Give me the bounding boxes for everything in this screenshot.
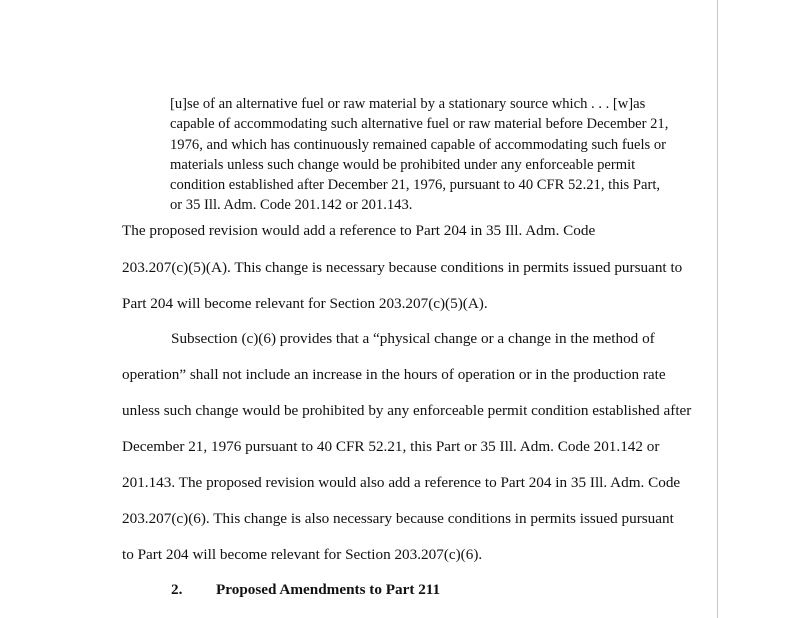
quote-line: capable of accommodating such alternative fuel or raw material before December 21, <box>170 116 669 133</box>
block-quote <box>170 94 715 216</box>
body-text-line: operation” shall not include an increase in the hours of operation or in the production rate <box>122 366 666 383</box>
section-number: 2. <box>171 581 183 598</box>
body-text-line: to Part 204 will become relevant for Section 203.207(c)(6). <box>122 546 483 563</box>
body-text-line: Subsection (c)(6) provides that a “physical change or a change in the method of <box>171 330 655 347</box>
body-text-line: unless such change would be prohibited by any enforceable permit condition established after <box>122 402 692 419</box>
body-text-line: 203.207(c)(5)(A). This change is necessary because conditions in permits issued pursuant to <box>122 259 683 276</box>
quote-line: 1976, and which has continuously remained capable of accommodating such fuels or <box>170 136 667 153</box>
section-heading <box>171 581 440 599</box>
quote-line: condition established after December 21, 1976, pursuant to 40 CFR 52.21, this Part, <box>170 177 661 194</box>
body-text-line: The proposed revision would add a reference to Part 204 in 35 Ill. Adm. Code <box>122 222 596 239</box>
quote-line: materials unless such change would be prohibited under any enforceable permit <box>170 156 636 173</box>
page-edge-rule <box>717 0 718 618</box>
body-text-line: 201.143. The proposed revision would also add a reference to Part 204 in 35 Ill. Adm. Code <box>122 474 681 491</box>
body-text-line: 203.207(c)(6). This change is also necessary because conditions in permits issued pursuant <box>122 510 674 527</box>
quote-line: [u]se of an alternative fuel or raw material by a stationary source which . . . [w]as <box>170 96 646 112</box>
quote-line: or 35 Ill. Adm. Code 201.142 or 201.143. <box>170 197 413 214</box>
section-title: Proposed Amendments to Part 211 <box>216 581 441 598</box>
body-text-line: December 21, 1976 pursuant to 40 CFR 52.21, this Part or 35 Ill. Adm. Code 201.142 or <box>122 438 660 455</box>
body-text-line: Part 204 will become relevant for Section 203.207(c)(5)(A). <box>122 295 488 312</box>
